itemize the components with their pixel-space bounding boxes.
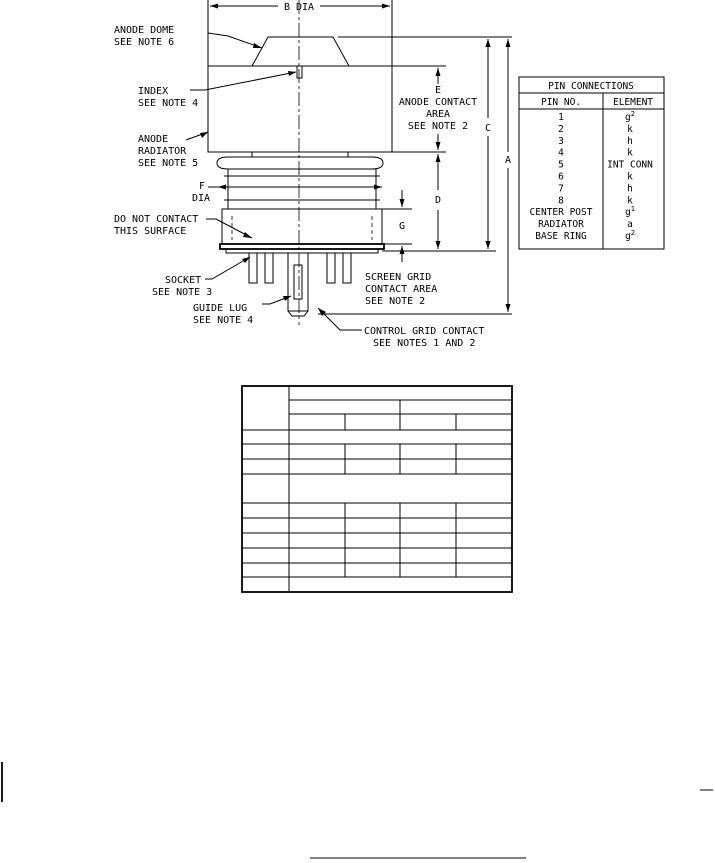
pin-table-pin-cell: 2 [558, 123, 564, 135]
shoulder-flange [217, 157, 383, 169]
pin-table-element-cell: k [627, 147, 633, 159]
pin-table-element-cell: h [627, 135, 633, 147]
pin-table-pin-cell: 7 [558, 183, 564, 195]
dim-e-label: E [434, 85, 442, 96]
dim-g-label: G [398, 221, 406, 232]
guide-lug-label: GUIDE LUG [193, 303, 248, 314]
pin-table-element-cell: INT CONN [607, 159, 653, 171]
pin-table-element-cell: k [627, 195, 633, 207]
anode-contact-note: SEE NOTE 2 [407, 121, 469, 132]
b-dia-label: B DIA [283, 2, 315, 13]
anode-radiator-note: SEE NOTE 5 [138, 158, 199, 169]
page-marks [2, 762, 713, 858]
do-not-contact-label: DO NOT CONTACT [114, 214, 199, 225]
anode-radiator-label: ANODE [138, 134, 169, 145]
pin-table-pin-cell: 4 [558, 147, 564, 159]
pin-table-pin-cell: 6 [558, 171, 564, 183]
anode-dome-label: ANODE DOME [114, 25, 175, 36]
index-mark [297, 66, 302, 78]
screen-grid-ring [222, 209, 382, 244]
pin-table-pin-cell: 5 [558, 159, 564, 171]
control-grid-note: SEE NOTES 1 AND 2 [373, 338, 476, 349]
pin-table-element-cell: a [627, 219, 633, 231]
anode-dome-note: SEE NOTE 6 [114, 37, 175, 48]
dim-c-label: C [484, 123, 492, 134]
dim-f-dia-label: DIA [192, 193, 211, 204]
pin-table-pin-cell: RADIATOR [538, 219, 584, 231]
base-pins [249, 253, 351, 283]
pin-table-element-cell: k [627, 171, 633, 183]
guide-lug-tip [288, 311, 308, 316]
pin-table-element-cell: k [627, 123, 633, 135]
screen-grid-label-2: CONTACT AREA [365, 284, 438, 295]
pin-table-element-cell: $g^2$ [625, 110, 635, 123]
pin-table-title: PIN CONNECTIONS [548, 81, 634, 92]
pin-table-pin-cell: CENTER POST [529, 207, 593, 219]
pin-table-pin-cell: 1 [558, 112, 564, 123]
tube-body [228, 169, 376, 209]
index-note: SEE NOTE 4 [138, 98, 199, 109]
pin-connections-table [519, 77, 664, 249]
screen-grid-label: SCREEN GRID [365, 272, 432, 283]
anode-radiator-label-2: RADIATOR [138, 146, 187, 157]
pin-table-pin-cell: 3 [558, 135, 564, 147]
socket-note: SEE NOTE 3 [152, 287, 213, 298]
pin-table-element-cell: h [627, 183, 633, 195]
do-not-contact-label-2: THIS SURFACE [114, 226, 187, 237]
dim-f-label: F [199, 181, 206, 192]
leader-lines [186, 33, 362, 330]
control-grid-label: CONTROL GRID CONTACT [364, 326, 485, 337]
pin-table-pin-cell: BASE RING [535, 231, 587, 242]
anode-dome [252, 37, 349, 66]
anode-contact-label-2: AREA [425, 109, 451, 120]
pin-table-element-cell: $g^1$ [625, 205, 635, 219]
pin-table-col-element: ELEMENT [612, 97, 654, 108]
anode-radiator [208, 66, 392, 152]
center-post [288, 253, 308, 311]
pin-table-pin-cell: 8 [558, 195, 564, 207]
index-label: INDEX [138, 86, 169, 97]
dimension-table [242, 386, 512, 592]
anode-contact-label: ANODE CONTACT [398, 97, 478, 108]
dim-d-label: D [434, 195, 442, 206]
pin-table-col-pin: PIN NO. [540, 97, 582, 108]
base-plate [220, 244, 384, 249]
guide-lug-note: SEE NOTE 4 [193, 315, 254, 326]
socket-label: SOCKET [165, 275, 202, 286]
pin-table-element-cell: $g^2$ [625, 229, 635, 242]
screen-grid-note: SEE NOTE 2 [365, 296, 426, 307]
dim-a-label: A [504, 155, 512, 166]
tube-neck [252, 152, 348, 157]
